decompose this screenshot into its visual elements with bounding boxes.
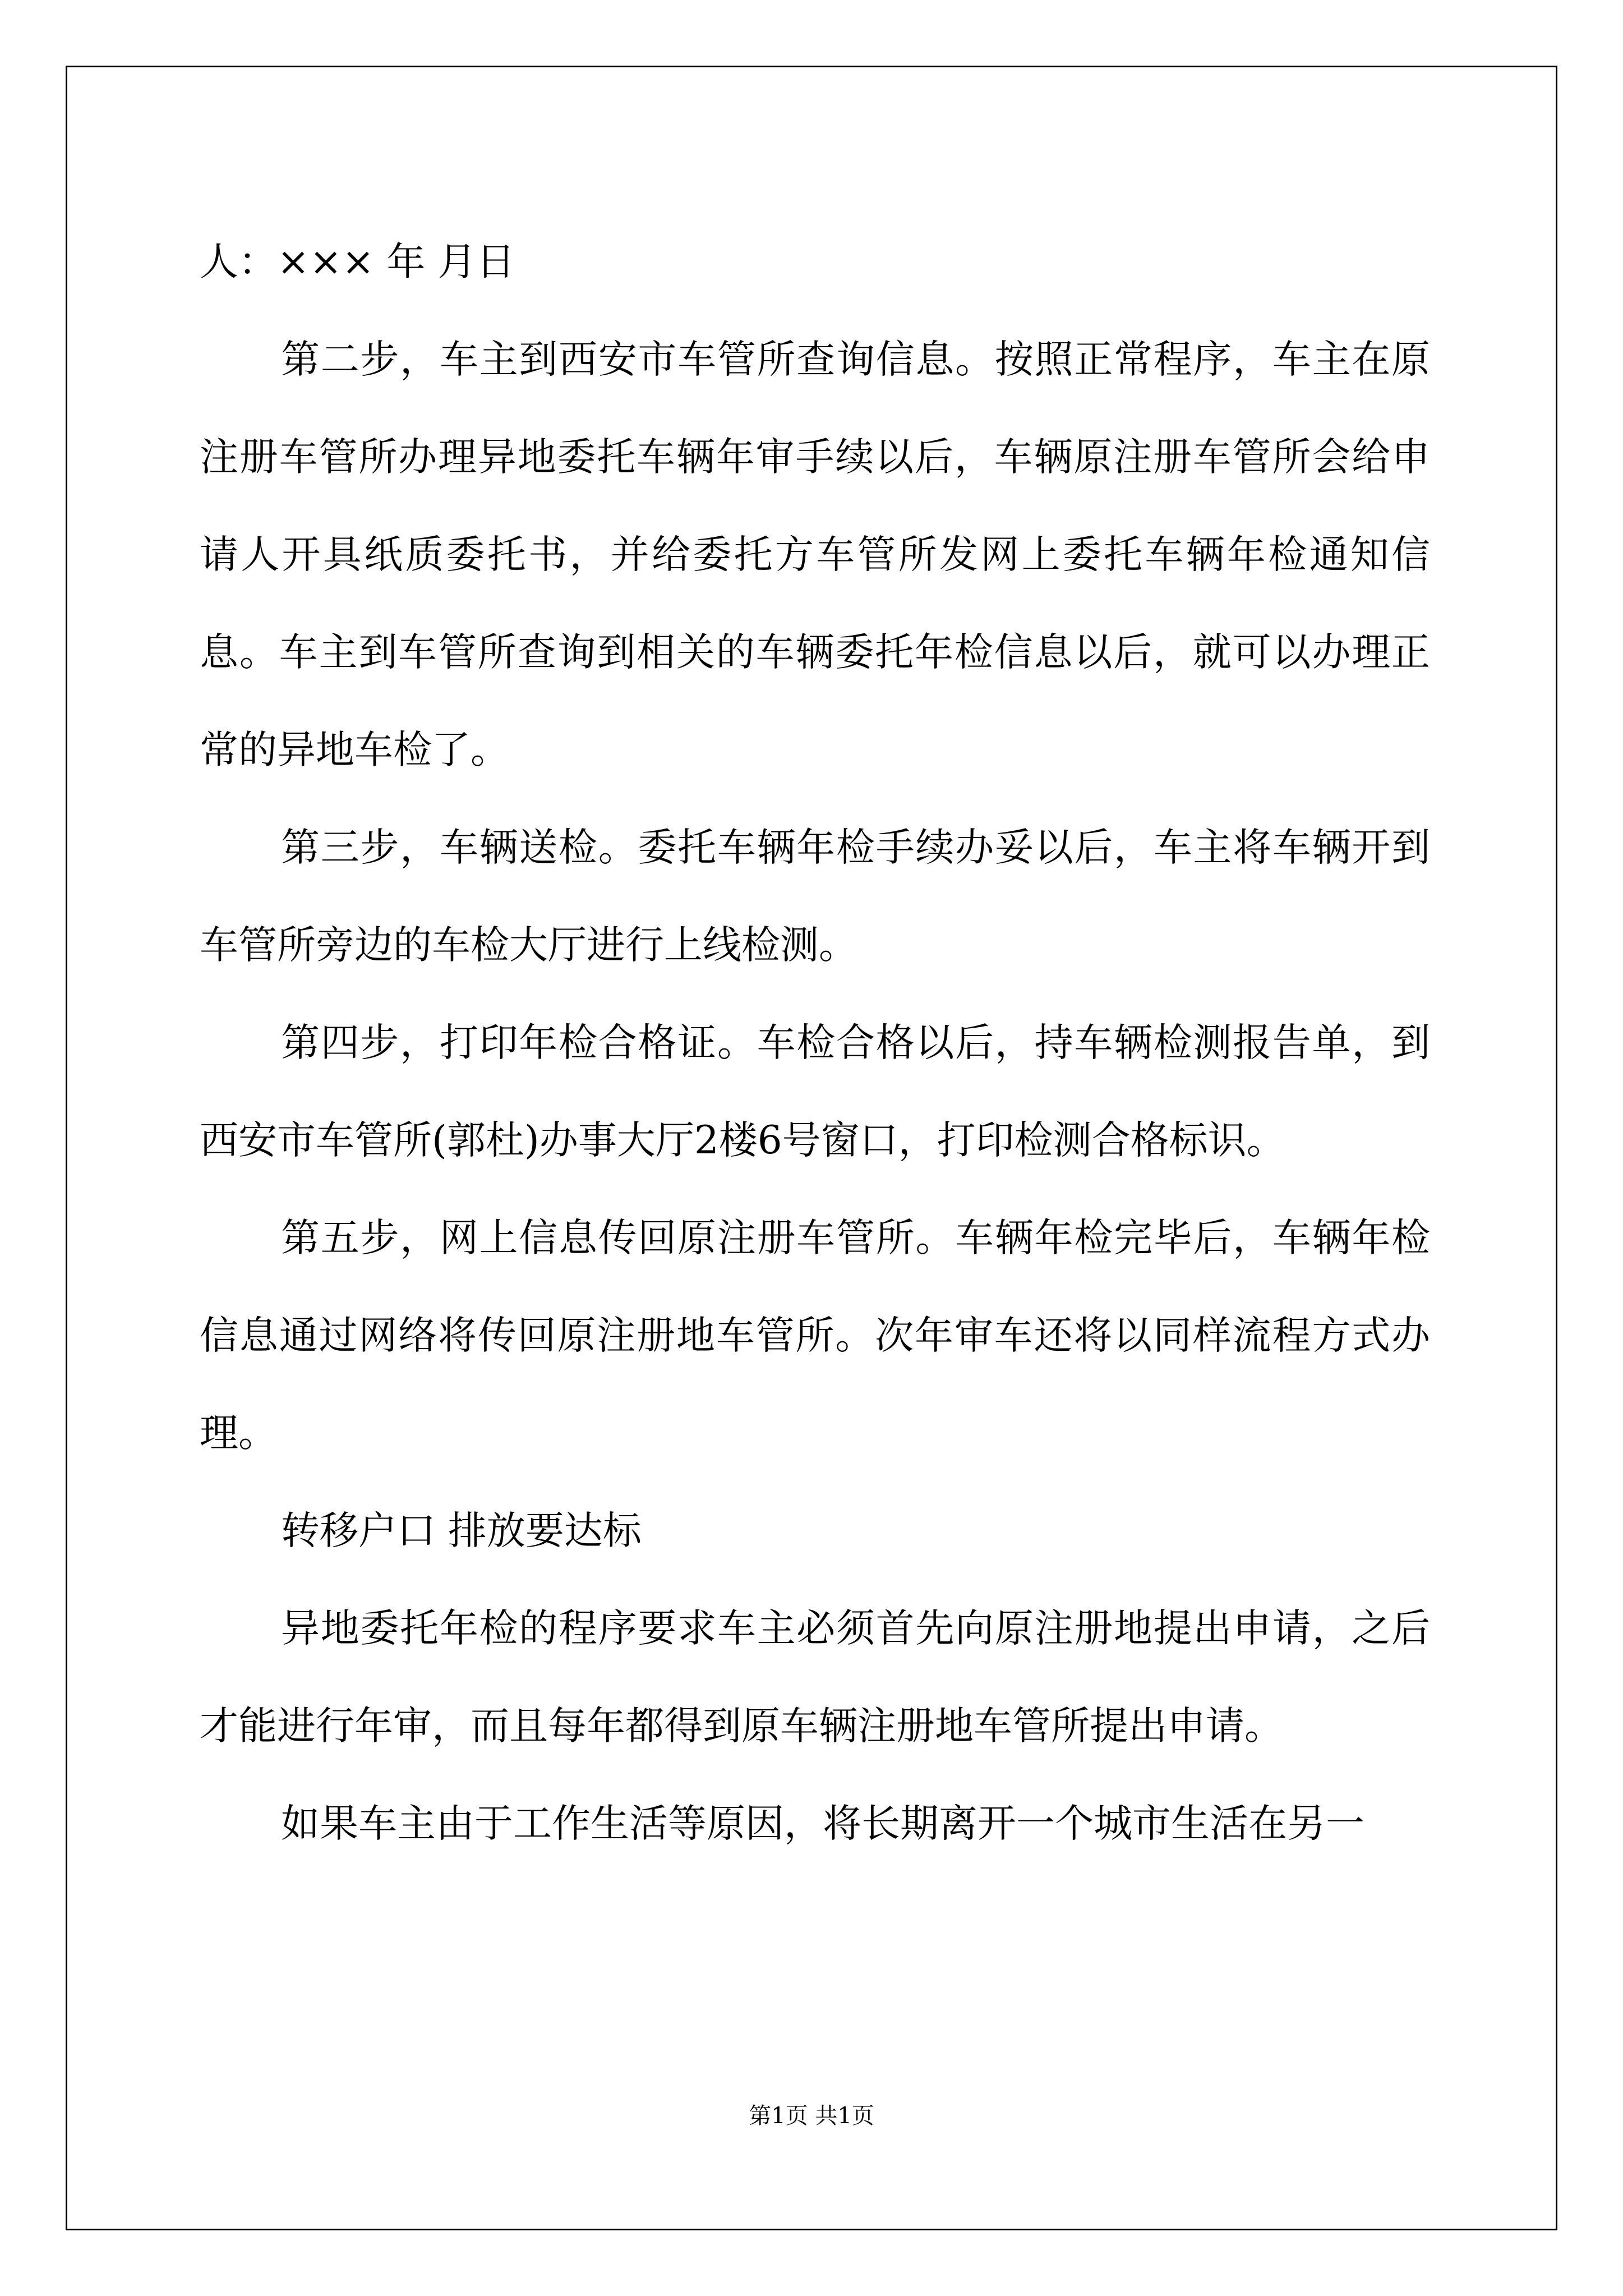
document-body	[200, 213, 1430, 1872]
section-heading: 转移户口 排放要达标	[281, 1508, 642, 1553]
paragraph-step-five: 第五步，网上信息传回原注册车管所。车辆年检完毕后，车辆年检信息通过网络将传回原注册地车管所。次年审车还将以同样流程方式办理。	[200, 1216, 1430, 1456]
paragraph-step-three: 第三步，车辆送检。委托车辆年检手续办妥以后，车主将车辆开到车管所旁边的车检大厅进行上线检测。	[200, 825, 1430, 968]
paragraph-step-four: 第四步，打印年检合格证。车检合格以后，持车辆检测报告单，到西安市车管所(郭杜)办事大厅2楼6号窗口，打印检测合格标识。	[200, 1020, 1430, 1163]
paragraph-continuation: 如果车主由于工作生活等原因，将长期离开一个城市生活在另一	[281, 1801, 1364, 1846]
paragraph-requirement: 异地委托年检的程序要求车主必须首先向原注册地提出申请，之后才能进行年审，而且每年都得到原车辆注册地车管所提出申请。	[200, 1606, 1430, 1749]
page-number-footer: 第1页 共1页	[749, 2103, 874, 2129]
paragraph-step-two: 第二步，车主到西安市车管所查询信息。按照正常程序，车主在原注册车管所办理异地委托车辆年审手续以后，车辆原注册车管所会给申请人开具纸质委托书，并给委托方车管所发网上委托车辆年检通知信息。车主到车管所查询到相关的车辆委托年检信息以后，就可以办理正常的异地车检了。	[200, 337, 1430, 772]
paragraph-signature-line: 人：××× 年 月日	[200, 240, 515, 284]
